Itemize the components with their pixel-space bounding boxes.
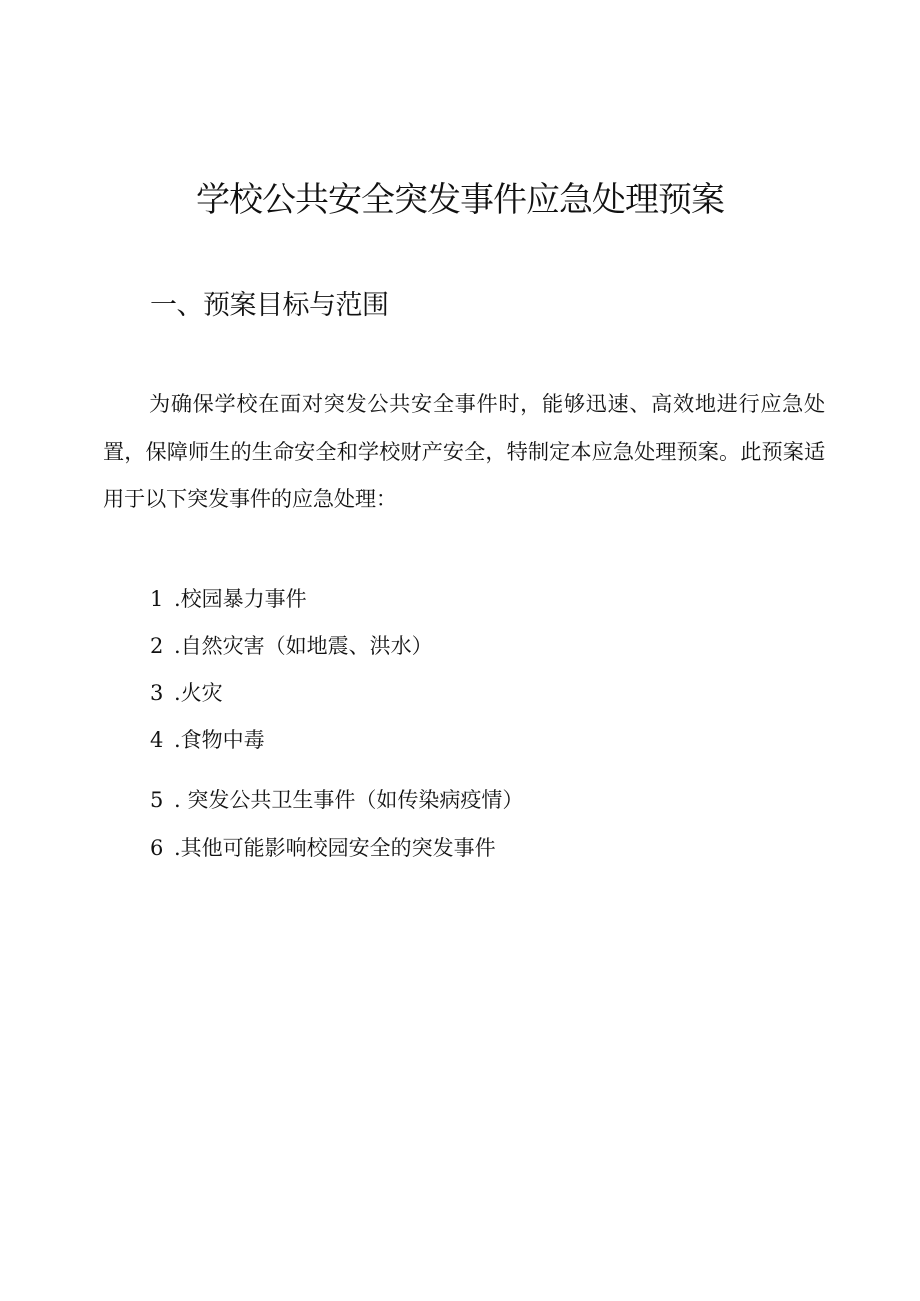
list-item <box>150 725 265 755</box>
section-heading: 一、预案目标与范围 <box>150 290 389 321</box>
list-item <box>150 678 223 708</box>
list-item-number: 4 <box>150 728 164 752</box>
list-item-text: . 突发公共卫生事件（如传染病疫情） <box>174 788 524 812</box>
list-item <box>150 631 433 661</box>
list-item <box>150 833 496 863</box>
list-item <box>150 785 523 815</box>
list-item-number: 2 <box>150 634 164 658</box>
list-item-number: 1 <box>150 587 164 611</box>
list-item-text: .火灾 <box>174 681 223 705</box>
list-item-number: 6 <box>150 836 164 860</box>
list-item-text: .其他可能影响校园安全的突发事件 <box>174 836 496 860</box>
body-paragraph: 为确保学校在面对突发公共安全事件时，能够迅速、高效地进行应急处置，保障师生的生命安全和学校财产安全，特制定本应急处理预案。此预案适用于以下突发事件的应急处理： <box>103 391 825 511</box>
list-item-text: .食物中毒 <box>174 728 265 752</box>
list-item-number: 5 <box>150 788 164 812</box>
list-item-text: .校园暴力事件 <box>174 587 307 611</box>
list-item <box>150 584 307 614</box>
document-title: 学校公共安全突发事件应急处理预案 <box>196 180 724 220</box>
list-item-number: 3 <box>150 681 164 705</box>
list-item-text: .自然灾害（如地震、洪水） <box>174 634 433 658</box>
